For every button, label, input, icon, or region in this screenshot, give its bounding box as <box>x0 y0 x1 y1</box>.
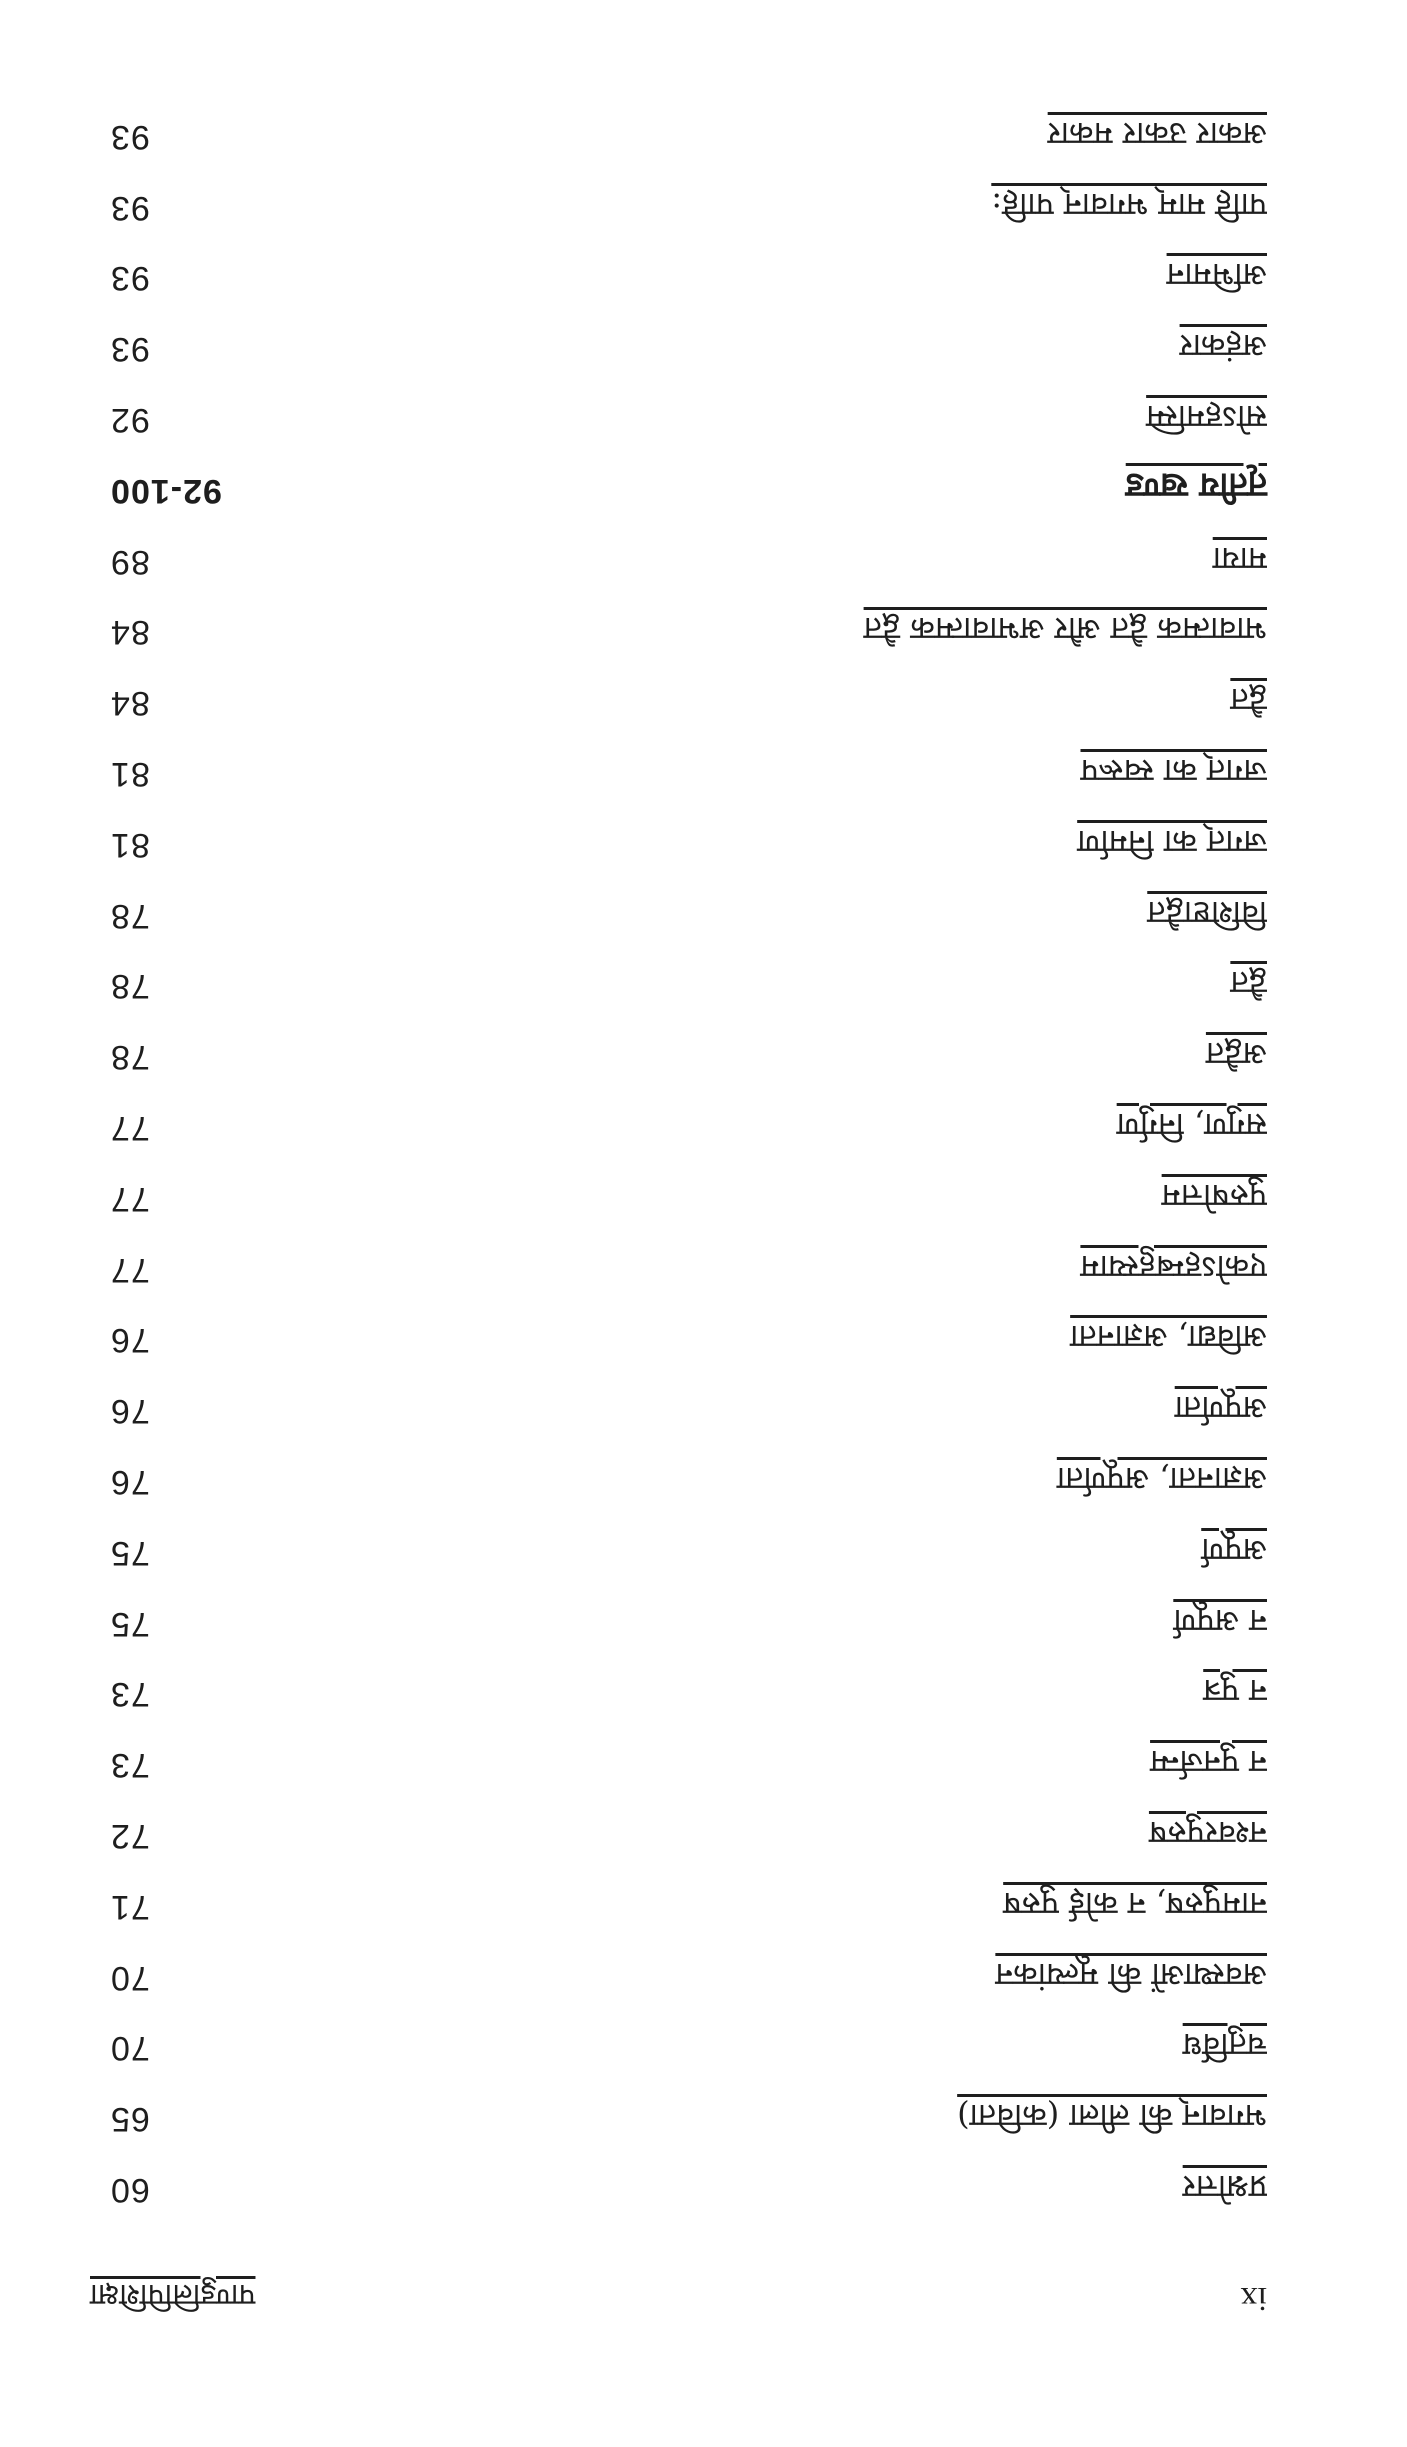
toc-entry-page: 70 <box>110 2029 150 2068</box>
toc-entry <box>110 1721 1267 1792</box>
toc-entry <box>110 1863 1267 1934</box>
toc-entry-title: अद्वैत <box>1205 1035 1267 1074</box>
toc-entry-page: 93 <box>110 188 150 227</box>
toc-entry-title: अविद्या, अज्ञानता <box>1070 1318 1267 1357</box>
toc-entry <box>110 1651 1267 1722</box>
toc-entry-title: सगुण, निर्गुण <box>1116 1106 1267 1145</box>
toc-entry-page: 78 <box>110 967 150 1006</box>
toc-entry <box>110 164 1267 235</box>
toc-entry-page: 73 <box>110 1675 150 1714</box>
toc-entry-title: अहंकार <box>1179 327 1267 366</box>
toc-entry <box>110 1367 1267 1438</box>
toc-entry <box>110 1580 1267 1651</box>
toc-entry-title: भगवान् की लीला (कविता) <box>957 2097 1267 2136</box>
toc-entry-title: अभिमान <box>1166 256 1267 295</box>
toc-entry <box>110 235 1267 306</box>
toc-entry <box>110 1084 1267 1155</box>
toc-entry-page: 93 <box>110 259 150 298</box>
toc-entry-title: माया <box>1212 539 1267 578</box>
toc-entry <box>110 1934 1267 2005</box>
page-header <box>90 2257 1267 2317</box>
toc-entry-title: अवस्थाओं की मूल्यांकन <box>995 1955 1267 1994</box>
toc-entry <box>110 1792 1267 1863</box>
running-title: पाण्डुलिपिशिक्षा <box>90 2277 256 2312</box>
toc-entry <box>110 943 1267 1014</box>
toc-entry <box>110 2075 1267 2146</box>
toc-entry <box>110 1297 1267 1368</box>
toc-entry-page: 70 <box>110 1958 150 1997</box>
toc-entry-title: अज्ञानता, अपूर्णता <box>1056 1460 1267 1499</box>
toc-entry-title: न पुनर्जन्म <box>1150 1743 1267 1782</box>
toc-entry-page: 77 <box>110 1179 150 1218</box>
toc-entry-page: 77 <box>110 1109 150 1148</box>
toc-entry-title: अपूर्ण <box>1201 1530 1267 1569</box>
toc-entry-page: 76 <box>110 1463 150 1502</box>
toc-entry <box>110 730 1267 801</box>
toc-entry <box>110 1438 1267 1509</box>
toc-entry-page: 84 <box>110 684 150 723</box>
toc-entry <box>110 305 1267 376</box>
toc-entry-title: द्वैत <box>1230 681 1267 720</box>
toc-entry-title: पुरुषोत्तम <box>1161 1176 1267 1215</box>
toc-entry <box>110 589 1267 660</box>
toc-entry-page: 92 <box>110 401 150 440</box>
toc-entry-page: 84 <box>110 613 150 652</box>
toc-entry <box>110 2005 1267 2076</box>
toc-entry-title: अकार उकार मकार <box>1047 114 1267 153</box>
toc-entry-page: 78 <box>110 1038 150 1077</box>
toc-entry-title: प्रश्नोत्तर <box>1182 2168 1267 2206</box>
toc-entry <box>110 872 1267 943</box>
toc-entry-title: पाहि माम् भगवान् पाहि: <box>991 185 1267 224</box>
toc-entry-page: 75 <box>110 1604 150 1643</box>
toc-entry-page: 71 <box>110 1887 150 1926</box>
toc-entry-title: तृतीय खण्ड <box>1125 464 1267 505</box>
toc-entry-page: 60 <box>110 2171 150 2209</box>
toc-entry-page: 75 <box>110 1533 150 1572</box>
page-number: ix <box>1240 2280 1267 2317</box>
toc-entry-title: एकोऽहम्बहुस्याम <box>1080 1247 1267 1286</box>
toc-section-heading <box>110 447 1267 518</box>
toc-entry <box>110 93 1267 164</box>
toc-entry <box>110 1226 1267 1297</box>
toc-entry-title: न अपूर्ण <box>1173 1601 1267 1640</box>
toc-entry-page: 78 <box>110 896 150 935</box>
toc-entry-page: 77 <box>110 1250 150 1289</box>
toc-entry <box>110 1509 1267 1580</box>
toc-entry-title: चतुर्विध <box>1182 2026 1267 2065</box>
toc-entry-title: जगत् का निर्माण <box>1077 822 1267 861</box>
toc-entry <box>110 518 1267 589</box>
toc-entry <box>110 2146 1267 2217</box>
toc-entry-title: न पुत्र <box>1203 1672 1267 1711</box>
toc-entry-page: 72 <box>110 1817 150 1856</box>
toc-entry-title: सोऽहमस्मि <box>1146 398 1267 437</box>
toc-entry-page: 76 <box>110 1392 150 1431</box>
toc-entry-page: 81 <box>110 825 150 864</box>
toc-entry-page: 73 <box>110 1746 150 1785</box>
toc-entry-title: द्वैत <box>1230 964 1267 1003</box>
toc-entry-page: 76 <box>110 1321 150 1360</box>
table-of-contents <box>110 93 1267 2217</box>
toc-entry-page: 93 <box>110 117 150 156</box>
toc-entry <box>110 376 1267 447</box>
toc-entry-page: 65 <box>110 2100 150 2139</box>
toc-entry-title: भावात्मक द्वैत और अभावात्मक द्वैत <box>863 610 1267 649</box>
toc-entry-page: 89 <box>110 542 150 581</box>
toc-entry-title: नामपुरुष, न कोई पुरुष <box>1003 1884 1267 1923</box>
toc-entry-title: विशिष्टाद्वैत <box>1147 893 1267 932</box>
toc-entry-page: 92-100 <box>110 471 222 510</box>
toc-entry <box>110 1155 1267 1226</box>
toc-entry-title: जगत् का स्वरूप <box>1080 752 1267 791</box>
toc-entry-title: अपूर्णता <box>1174 1389 1267 1428</box>
toc-entry-page: 81 <box>110 755 150 794</box>
toc-entry-page: 93 <box>110 330 150 369</box>
toc-entry-title: नश्वरपुरुष <box>1148 1814 1267 1853</box>
toc-entry <box>110 659 1267 730</box>
toc-entry <box>110 1013 1267 1084</box>
toc-entry <box>110 801 1267 872</box>
